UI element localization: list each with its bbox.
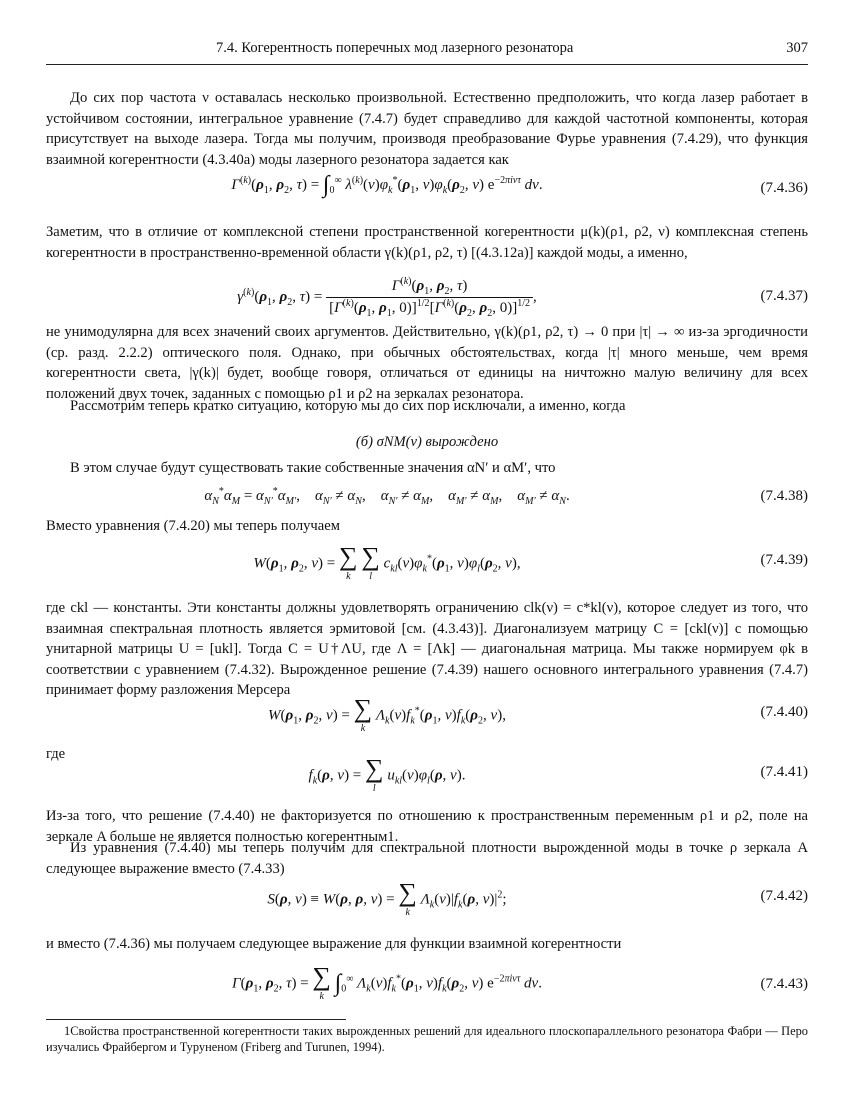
paragraph-9: Из-за того, что решение (7.4.40) не факторизуется по отношению к пространственным переменным ρ1 и ρ2, поле на зеркале A больше не является полностью когерентным1. [46,808,808,845]
equation-number: (7.4.36) [760,180,808,196]
equation-7-4-40 [46,696,808,742]
paragraph-6: Вместо уравнения (7.4.20) мы теперь получаем [46,518,340,534]
header-rule [46,64,808,65]
section-title: 7.4. Когерентность поперечных мод лазерного резонатора [216,40,574,56]
equation-7-4-38 [46,486,808,516]
equation-7-4-36 [46,172,808,202]
equation-number: (7.4.40) [760,704,808,720]
page-number: 307 [786,40,808,56]
equation-number: (7.4.38) [760,488,808,504]
equation-body: $f_k(\rho$, ν) = ∑ l $u_{kl}(\nu)\varphi_l(\rho$, ν). [308,754,466,794]
equation-body: $\Gamma(\rho_1$, $\rho_2$, τ) = ∑ k $\int_0^\infty$ $\Lambda_k(\nu)f_k^*(\rho_1$, $\nu)f_k(\rho_2$, ν) $e^{-2\pi i\nu\tau}$ dν. [232,962,542,1002]
equation-7-4-43 [46,964,808,1010]
equation-number: (7.4.43) [760,976,808,992]
subsection-heading: (б) σNM(ν) вырождено [355,434,499,450]
equation-body: $\gamma^{(k)}(\rho_1$, $\rho_2$, τ) = $\frac{\Gamma^{(k)}(\rho_1, \rho_2, \tau)}{[\Gamma^{(k)}(\rho_1, \rho_1, 0)]^{1/2}[\Gamma^{(k)}(\rho_2, \rho_2, 0)]^{1/2}}$ , [237,276,537,319]
equation-body: $\alpha_N^*\alpha_M = \alpha_{N'}^*\alpha_{M'}$, $\alpha_{N'} \ne \alpha_N$, $\alpha_{N'} \ne \alpha_M$, $\alpha_{M'} \ne \alpha_M$, $\alpha_{M'} \ne \alpha_N$. [204,486,570,507]
paragraph-1: До сих пор частота ν оставалась несколько произвольной. Естественно предположить, что когда лазер работает в устойчивом состоянии, интегральное уравнение (7.4.7) будет справедливо для каждой частотной компоненты, которая присутствует на выходе лазера. Тогда мы получим, производя преобразование Фурье уравнения (7.4.29), что функция взаимной когерентности (4.3.40а) моды лазерного резонатора задается как [46,90,808,168]
equation-7-4-39 [46,544,808,590]
equation-7-4-41 [46,756,808,802]
paragraph-4: Рассмотрим теперь кратко ситуацию, которую мы до сих пор исключали, а именно, когда [70,398,626,414]
equation-body: $W(\rho_1$, $\rho_2$, ν) = ∑ k ∑ l $c_{kl}(\nu)\varphi_k^*(\rho_1$, $\nu)\varphi_l(\rho_2$, ν), [253,542,521,582]
paragraph-5: В этом случае будут существовать такие собственные значения αN′ и αM′, что [70,460,556,476]
equation-7-4-37 [46,276,808,322]
paragraph-8: где [46,746,66,762]
footnote: 1Свойства пространственной когерентности таких вырожденных решений для идеального плоскопараллельного резонатора Фабри — Перо изучались Фрайбергом и Туруненом (Friberg and Turunen, 1994). [46,1024,808,1054]
equation-number: (7.4.37) [760,288,808,304]
equation-number: (7.4.42) [760,888,808,904]
equation-7-4-42 [46,880,808,926]
paragraph-3: не унимодулярна для всех значений своих аргументов. Действительно, γ(k)(ρ1, ρ2, τ) → 0 при |τ| → ∞ из-за эргодичности (ср. разд. 2.2.2) оптического поля. Однако, при обычных обстоятельствах, когда |τ| много меньше, чем время когерентности света, |γ(k)| будет, вообще говоря, отличаться от единицы на ничтожно малую величину для всех положений двух точек, заданных с помощью ρ1 и ρ2 на зеркалах резонатора. [46,324,808,402]
paragraph-10: Из уравнения (7.4.40) мы теперь получим для спектральной плотности вырожденной моды в точке ρ зеркала A следующее выражение вместо (7.4.33) [46,840,808,877]
paragraph-2: Заметим, что в отличие от комплексной степени пространственной когерентности μ(k)(ρ1, ρ2, ν) комплексная степень когерентности в пространственно-временной области γ(k)(ρ1, ρ2, τ) [(4.3.12а)] каждой моды, а именно, [46,224,808,261]
paragraph-11: и вместо (7.4.36) мы получаем следующее выражение для функции взаимной когерентности [46,936,622,952]
equation-number: (7.4.39) [760,552,808,568]
equation-body: S(ρ, ν) ≡ W(ρ, ρ, ν) = ∑ k $\Lambda_k(\nu)|f_k(\rho$, $\nu)|^2$; [267,878,507,918]
equation-body: $W(\rho_1$, $\rho_2$, ν) = ∑ k $\Lambda_k(\nu)f_k^*(\rho_1$, $\nu)f_k(\rho_2$, ν), [268,694,506,734]
paragraph-7: где ckl — константы. Эти константы должны удовлетворять ограничению clk(ν) = c*kl(ν), которое следует из того, что взаимная спектральная плотность является эрмитовой [см. (4.3.43)]. Диагонализуем матрицу C = [ckl(ν)] с помощью унитарной матрицы U = [ukl]. Тогда C = U†ΛU, где Λ = [Λk] — диагональная матрица. Мы также нормируем φk в соответствии с уравнением (7.4.32). Вырожденное решение (7.4.39) нашего основного интегрального уравнения (7.4.7) принимает форму разложения Мерсера [46,600,808,698]
footnote-rule [46,1019,346,1020]
equation-body: $\Gamma^{(k)}(\rho_1$, $\rho_2$, $\tau) = \int_0^\infty$ $\lambda^{(k)}(\nu)\varphi_k^*(\rho_1$, $\nu)\varphi_k(\rho_2$, ν) $e^{-2\pi i\nu\tau}$ dν. [231,172,543,198]
equation-number: (7.4.41) [760,764,808,780]
